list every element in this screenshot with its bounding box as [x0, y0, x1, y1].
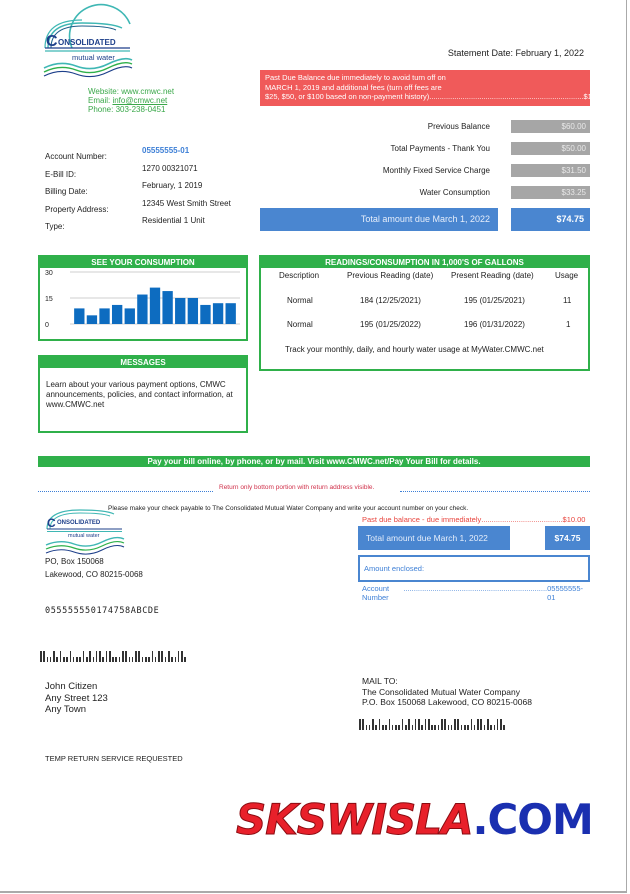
barcode-bar [405, 725, 407, 730]
stub-total-value: $74.75 [554, 533, 581, 543]
barcode-bar [428, 719, 430, 730]
summary-value: $31.50 [511, 164, 590, 177]
phone-text: Phone: 303-238-0451 [88, 105, 166, 114]
mail-to [362, 676, 532, 708]
barcode-bar [389, 719, 391, 730]
amount-enclosed-field[interactable] [358, 555, 590, 582]
summary-label: Previous Balance [427, 122, 490, 131]
barcode-bar [451, 725, 453, 730]
barcode-bar [70, 651, 72, 662]
dot-leader: .......................................................................... [429, 92, 584, 101]
logo-letter: C [46, 33, 58, 50]
stub-po-box: PO, Box 150068 [45, 557, 104, 566]
summary-value: $60.00 [511, 120, 590, 133]
payable-note: Please make your check payable to The Consolidated Mutual Water Company and write your account number on your check. [108, 505, 469, 512]
mail-to-address: P.O. Box 150068 Lakewood, CO 80215-0068 [362, 697, 532, 707]
account-label: E-Bill ID: [45, 169, 77, 179]
reading-row-2-usage: 1 [566, 320, 571, 329]
summary-row [260, 120, 590, 134]
account-row [45, 216, 255, 234]
company-contact [88, 87, 174, 114]
barcode-bar [102, 657, 104, 662]
summary-value: $33.25 [511, 186, 590, 199]
chart-bar [175, 298, 185, 324]
barcode-bar [40, 651, 42, 662]
account-label: Type: [45, 222, 65, 231]
barcode-bar [161, 651, 163, 662]
stub-logo-text-top: ONSOLIDATED [57, 520, 101, 526]
barcode-bar [494, 725, 496, 730]
barcode-bar [359, 719, 361, 730]
chart-bar [137, 295, 147, 324]
account-number-value: 05555555-01 [142, 146, 190, 155]
barcode-bar [89, 651, 91, 662]
stub-total-value-box [545, 526, 590, 550]
summary-value: $50.00 [511, 142, 590, 155]
stub-past-due [362, 515, 586, 524]
readings-header-usage: Usage [555, 271, 579, 280]
customer-name: John Citizen [45, 681, 98, 692]
barcode-bar [76, 657, 78, 662]
barcode-bar [366, 725, 368, 730]
account-info [45, 146, 255, 234]
chart-y-tick-label: 15 [45, 296, 53, 303]
barcode-bar [392, 725, 394, 730]
barcode-bar [109, 651, 111, 662]
stub-past-due-amount: $10.00 [562, 515, 586, 524]
barcode-bar [448, 725, 450, 730]
total-due-value-box [511, 208, 590, 231]
email-line: Email: info@cmwc.net [88, 96, 168, 105]
summary-row [260, 164, 590, 178]
chart-bar [112, 305, 122, 324]
stub-logo-text-bottom: mutual water [68, 533, 100, 539]
reading-row-2-present: 196 (01/31/2022) [464, 320, 525, 329]
readings-box [259, 255, 590, 371]
reading-row-1-previous: 184 (12/25/2021) [360, 296, 421, 305]
logo-text-bottom: mutual water [72, 53, 115, 62]
tear-line-left [38, 491, 213, 492]
account-row [45, 199, 255, 217]
stub-account-number-value: 05555555-01 [547, 584, 583, 602]
barcode-bar [86, 657, 88, 662]
barcode-bar [60, 651, 62, 662]
barcode-bar [53, 651, 55, 662]
barcode-bar [63, 657, 65, 662]
barcode-bar [119, 657, 121, 662]
barcode-bar [425, 719, 427, 730]
barcode-bar [408, 719, 410, 730]
chart-bar [87, 315, 97, 324]
readings-title: READINGS/CONSUMPTION IN 1,000'S OF GALLONS [261, 257, 588, 268]
stub-logo [44, 509, 126, 555]
stub-account-number-label: Account Number [362, 584, 390, 602]
account-label: Property Address: [45, 204, 109, 214]
stub-logo-waves-icon [44, 509, 126, 555]
chart-bar [150, 288, 160, 324]
pay-banner-text: Pay your bill online, by phone, or by mail. Visit www.CMWC.net/Pay Your Bill for details. [147, 457, 481, 466]
temp-return: TEMP RETURN SERVICE REQUESTED [45, 754, 183, 763]
barcode-bar [99, 651, 101, 662]
chart-bar [188, 298, 198, 324]
past-due-amount: $10.00 [583, 92, 607, 101]
barcode-bar [132, 657, 134, 662]
property-address-value: 12345 West Smith Street [142, 198, 231, 208]
messages-body: Learn about your various payment options, CMWC announcements, policies, and contact information, at www.CMWC.net [46, 380, 233, 409]
chart-bar [99, 308, 109, 324]
barcode-bar [372, 719, 374, 730]
watermark-part-2: .COM [472, 795, 593, 844]
chart-bar [74, 308, 84, 324]
stub-account-number [362, 584, 583, 602]
barcode-bar [171, 657, 173, 662]
past-due-line-2: MARCH 1, 2019 and additional fees (turn off fees are [265, 82, 442, 92]
summary-label: Total Payments - Thank You [390, 144, 490, 153]
barcode-bar [43, 651, 45, 662]
barcode-bar [382, 725, 384, 730]
barcode-bar [484, 725, 486, 730]
barcode-bar [112, 657, 114, 662]
summary-label: Water Consumption [419, 188, 490, 197]
mail-to-label: MAIL TO: [362, 676, 398, 686]
consumption-box [38, 255, 248, 341]
barcode-bar [418, 719, 420, 730]
chart-bar [125, 308, 135, 324]
reading-row-1-present: 195 (01/25/2021) [464, 296, 525, 305]
readings-header-description: Description [279, 271, 320, 280]
summary-row [260, 142, 590, 156]
reading-row-2-description: Normal [287, 320, 313, 329]
barcode-bar [503, 725, 505, 730]
barcode-bar [83, 651, 85, 662]
stub-total-label-box [358, 526, 510, 550]
account-row [45, 181, 255, 199]
barcode-bar [477, 719, 479, 730]
barcode-bar [441, 719, 443, 730]
past-due-line-3: $25, $50, or $100 based on non-payment history) [265, 92, 430, 101]
stub-past-due-label: Past due balance - due immediately [362, 515, 482, 524]
barcode-bar [362, 719, 364, 730]
barcode-bar [125, 651, 127, 662]
account-row [45, 164, 255, 182]
billing-date-value: February, 1 2019 [142, 181, 203, 190]
total-due-value: $74.75 [556, 214, 584, 224]
pay-banner [38, 456, 590, 467]
past-due-line-1: Past Due Balance due immediately to avoid turn off on [265, 73, 446, 82]
barcode-bar [115, 657, 117, 662]
dot-leader: ..................................................................... [403, 584, 548, 593]
logo-waves-icon [42, 20, 134, 82]
barcode-bar [145, 657, 147, 662]
barcode-bar [96, 651, 98, 662]
barcode-bar [158, 651, 160, 662]
barcode-bar [79, 657, 81, 662]
barcode-bar [56, 657, 58, 662]
account-row [45, 146, 255, 164]
mail-to-barcode [359, 718, 505, 730]
barcode-bar [184, 657, 186, 662]
barcode-bar [129, 657, 131, 662]
messages-box [38, 355, 248, 433]
barcode-bar [155, 657, 157, 662]
website-text: Website: www.cmwc.net [88, 87, 175, 96]
past-due-banner [260, 70, 607, 106]
reading-row-1-description: Normal [287, 296, 313, 305]
company-logo [42, 20, 134, 82]
barcode-bar [369, 725, 371, 730]
barcode-bar [471, 719, 473, 730]
barcode-bar [454, 719, 456, 730]
summary-row [260, 186, 590, 200]
barcode-bar [421, 725, 423, 730]
barcode-bar [148, 657, 150, 662]
barcode-bar [457, 719, 459, 730]
account-label: Billing Date: [45, 187, 88, 196]
watermark [236, 795, 593, 845]
barcode-bar [138, 651, 140, 662]
barcode-bar [490, 725, 492, 730]
barcode-bar [434, 725, 436, 730]
barcode-bar [474, 725, 476, 730]
barcode-bar [73, 657, 75, 662]
chart-y-tick-label: 0 [45, 322, 49, 329]
barcode-bar [122, 651, 124, 662]
barcode-bar [165, 657, 167, 662]
customer-town: Any Town [45, 704, 87, 715]
readings-header-present: Present Reading (date) [451, 271, 534, 280]
chart-bar [213, 303, 223, 324]
customer-street: Any Street 123 [45, 692, 108, 704]
stub-logo-letter: C [47, 516, 56, 530]
barcode-bar [464, 725, 466, 730]
chart-y-tick-label: 30 [45, 270, 53, 277]
barcode-bar [178, 651, 180, 662]
tear-line-right [400, 491, 590, 492]
barcode-bar [487, 719, 489, 730]
barcode-bar [181, 651, 183, 662]
logo-text-top: ONSOLIDATED [58, 38, 116, 47]
stub-city: Lakewood, CO 80215-0068 [45, 570, 143, 579]
barcode-bar [438, 725, 440, 730]
past-due-line-3-row [265, 92, 607, 102]
barcode-bar [444, 719, 446, 730]
barcode-bar [402, 719, 404, 730]
barcode-bar [431, 725, 433, 730]
consumption-title: SEE YOUR CONSUMPTION [40, 257, 246, 268]
summary-label: Monthly Fixed Service Charge [382, 166, 490, 175]
total-due-label: Total amount due March 1, 2022 [360, 214, 490, 224]
barcode-bar [168, 651, 170, 662]
email-link[interactable]: info@cmwc.net [112, 96, 168, 105]
return-note: Return only bottom portion with return address visible. [219, 484, 375, 491]
barcode-bar [415, 719, 417, 730]
barcode-bar [379, 719, 381, 730]
reading-row-2-previous: 195 (01/25/2022) [360, 320, 421, 329]
barcode-bar [395, 725, 397, 730]
mail-to-company: The Consolidated Mutual Water Company [362, 686, 520, 697]
barcode-bar [398, 725, 400, 730]
barcode-bar [375, 725, 377, 730]
barcode-bar [467, 725, 469, 730]
stub-total-label: Total amount due March 1, 2022 [366, 533, 488, 543]
barcode-bar [480, 719, 482, 730]
chart-bar [162, 291, 172, 324]
scan-line: 055555550174758ABCDE [45, 606, 160, 616]
readings-note: Track your monthly, daily, and hourly water usage at MyWater.CMWC.net [285, 345, 544, 354]
barcode-bar [500, 719, 502, 730]
type-value: Residential 1 Unit [142, 216, 205, 225]
statement-date: Statement Date: February 1, 2022 [447, 48, 584, 58]
chart-bar [226, 303, 236, 324]
barcode-bar [106, 651, 108, 662]
barcode-bar [142, 657, 144, 662]
customer-address [45, 681, 108, 716]
ebill-id-value: 1270 00321071 [142, 163, 198, 173]
chart-bar [200, 305, 210, 324]
barcode-bar [135, 651, 137, 662]
watermark-part-1: SKSWISLA [236, 795, 473, 844]
barcode-bar [497, 719, 499, 730]
messages-title: MESSAGES [40, 357, 246, 368]
account-label: Account Number: [45, 152, 107, 161]
barcode-bar [50, 657, 52, 662]
barcode-bar [175, 657, 177, 662]
barcode-bar [152, 651, 154, 662]
barcode-bar [93, 657, 95, 662]
barcode-bar [385, 725, 387, 730]
barcode-bar [412, 725, 414, 730]
barcode-bar [66, 657, 68, 662]
consumption-chart [40, 268, 246, 339]
barcode-bar [461, 725, 463, 730]
total-due-label-box [260, 208, 498, 231]
readings-header-previous: Previous Reading (date) [347, 271, 434, 280]
amount-enclosed-label: Amount enclosed: [364, 564, 425, 573]
barcode-bar [47, 657, 49, 662]
reading-row-1-usage: 11 [563, 296, 572, 305]
postal-barcode [40, 650, 186, 662]
dot-leader: ....................................... [481, 515, 563, 524]
